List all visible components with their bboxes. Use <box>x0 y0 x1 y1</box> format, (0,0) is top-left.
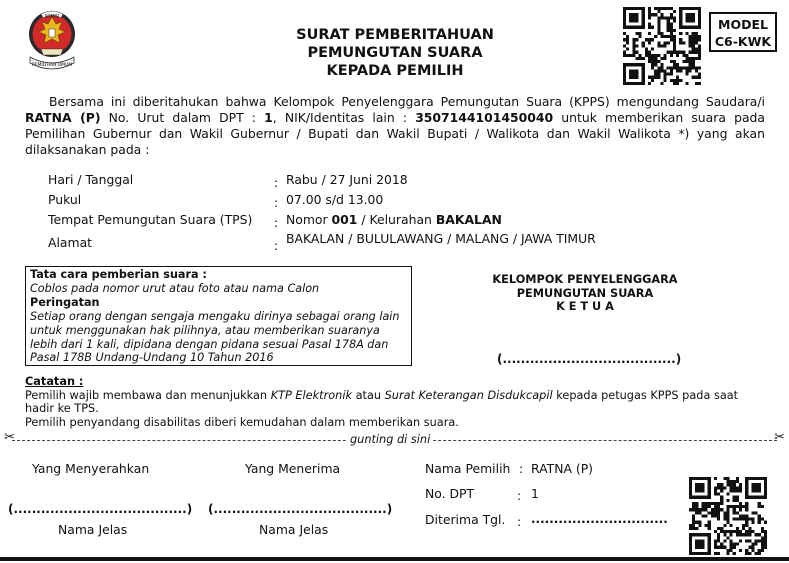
cut-here-label: gunting di sini <box>347 433 433 447</box>
intro-text-2: No. Urut dalam DPT : <box>100 110 265 125</box>
logo-ribbon-bottom: PEMILIHAN UMUM <box>31 63 73 68</box>
kpps-line-2: PEMUNGUTAN SUARA <box>516 286 654 300</box>
document-title <box>270 26 520 80</box>
voting-instructions-box <box>25 266 412 366</box>
giver-name-label: Nama Jelas <box>58 522 128 537</box>
kpps-signature-line: (......................................) <box>497 352 682 366</box>
colon: : <box>274 215 279 230</box>
cut-line <box>4 430 785 447</box>
giver-signature-line: (......................................) <box>8 502 193 516</box>
receipt-dpt-label: No. DPT <box>425 486 475 501</box>
model-code-box <box>709 12 777 52</box>
notes-section <box>25 375 765 429</box>
colon: : <box>519 461 524 476</box>
notes-heading: Catatan : <box>25 375 84 388</box>
tps-label: Tempat Pemungutan Suara (TPS) <box>48 212 253 227</box>
colon: : <box>274 195 279 210</box>
kpps-line-3: K E T U A <box>556 300 614 314</box>
qr-code-bottom <box>689 477 767 555</box>
kpu-logo <box>27 9 77 75</box>
intro-text-1: Bersama ini diberitahukan bahwa Kelompok Penyelenggara Pemungutan Suara (KPPS) mengundang Saudara/i <box>49 94 765 109</box>
address-value: BAKALAN / BULULAWANG / MALANG / JAWA TIMUR <box>286 231 596 246</box>
kpps-signature-block <box>470 273 700 314</box>
scissors-icon: ✂ <box>4 430 15 445</box>
receipt-name-label: Nama Pemilih <box>425 461 511 476</box>
logo-ribbon-top: KOMISI <box>45 13 59 19</box>
bottom-border <box>0 557 789 561</box>
receiver-name-label: Nama Jelas <box>259 522 329 537</box>
kpps-line-1: KELOMPOK PENYELENGGARA <box>492 273 678 286</box>
note-2: Pemilih penyandang disabilitas diberi kemudahan dalam memberikan suara. <box>25 415 459 429</box>
intro-paragraph <box>25 94 765 158</box>
qr-code-top <box>623 7 701 85</box>
date-label: Hari / Tanggal <box>48 172 134 187</box>
receipt-dpt-value: 1 <box>531 486 539 501</box>
receiver-label: Yang Menerima <box>245 461 341 476</box>
receipt-date-label: Diterima Tgl. <box>425 512 506 527</box>
time-value: 07.00 s/d 13.00 <box>286 192 384 207</box>
model-code: C6-KWK <box>714 34 772 49</box>
voter-name: RATNA (P) <box>25 110 101 125</box>
colon: : <box>517 514 522 529</box>
intro-text-3: , NIK/Identitas lain : <box>272 110 416 125</box>
kelurahan-name: BAKALAN <box>435 212 502 227</box>
address-label: Alamat <box>48 235 93 250</box>
time-label: Pukul <box>48 192 82 207</box>
warning-heading: Peringatan <box>30 295 100 309</box>
receipt-date-value: .............................. <box>531 512 668 526</box>
note-1: Pemilih wajib membawa dan menunjukkan KTP Elektronik atau Surat Keterangan Disdukcapil kepada petugas KPPS pada saat hadir ke TPS. <box>25 388 739 416</box>
dpt-number: 1 <box>264 110 273 125</box>
nik-number: 3507144101450040 <box>415 110 554 125</box>
title-line-1: SURAT PEMBERITAHUAN <box>296 27 494 43</box>
title-line-3: KEPADA PEMILIH <box>326 63 464 79</box>
tps-number: 001 <box>331 212 358 227</box>
date-value: Rabu / 27 Juni 2018 <box>286 172 408 187</box>
scissors-icon: ✂ <box>774 430 785 445</box>
colon: : <box>274 238 279 253</box>
giver-label: Yang Menyerahkan <box>32 461 150 476</box>
receiver-signature-line: (......................................) <box>208 502 393 516</box>
intro-text-4: untuk memberikan suara pada Pemilihan Gubernur dan Wakil Gubernur / Bupati dan Wakil Bupati / Walikota dan Wakil Walikota *) yang akan dilaksanakan pada : <box>25 110 765 157</box>
colon: : <box>274 175 279 190</box>
instructions-line: Coblos pada nomor urut atau foto atau nama Calon <box>30 281 320 295</box>
instructions-heading: Tata cara pemberian suara : <box>30 268 207 281</box>
model-label: MODEL <box>718 17 768 32</box>
receipt-name-value: RATNA (P) <box>531 461 594 476</box>
warning-text: Setiap orang dengan sengaja mengaku dirinya sebagai orang lain untuk menggunakan hak pilihnya, atau memberikan suaranya lebih dari 1 kali, dipidana dengan pidana sesuai Pasal 178A dan Pasal 178B Undang-Undang 10 Tahun 2016 <box>30 309 400 365</box>
colon: : <box>517 488 522 503</box>
title-line-2: PEMUNGUTAN SUARA <box>307 45 483 61</box>
tps-value: Nomor 001 / Kelurahan BAKALAN <box>286 212 502 227</box>
